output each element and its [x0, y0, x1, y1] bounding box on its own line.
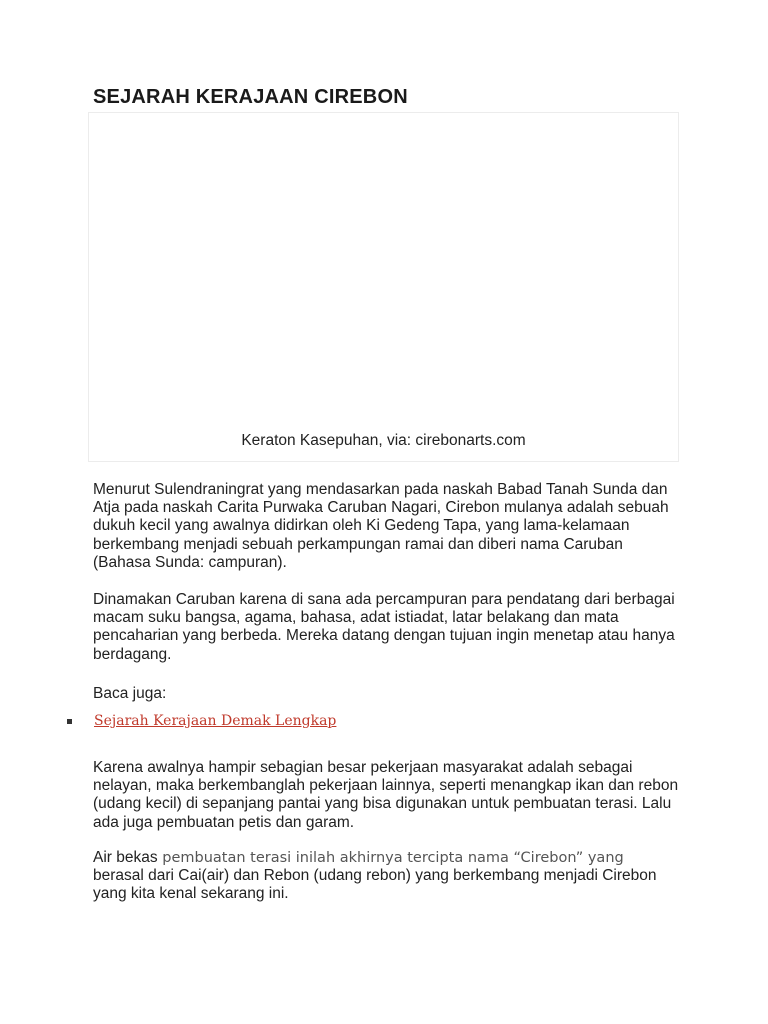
related-link-item — [67, 713, 336, 729]
figure-caption: Keraton Kasepuhan, via: cirebonarts.com — [241, 432, 526, 449]
paragraph-3: Karena awalnya hampir sebagian besar pekerjaan masyarakat adalah sebagai nelayan, maka berkembanglah pekerjaan lainnya, seperti menangkap ikan dan rebon (udang kecil) di sepanjang pantai yang bisa digunakan untuk pembuatan terasi. Lalu ada juga pembuatan petis dan garam. — [93, 759, 679, 831]
page-title: SEJARAH KERAJAAN CIREBON — [93, 86, 408, 108]
paragraph-4-part-2: pembuatan terasi inilah akhirnya tercipta nama “Cirebon” yang — [157, 850, 624, 866]
paragraph-1: Menurut Sulendraningrat yang mendasarkan pada naskah Babad Tanah Sunda dan Atja pada naskah Carita Purwaka Caruban Nagari, Cirebon mulanya adalah sebuah dukuh kecil yang awalnya didirkan oleh Ki Gedeng Tapa, yang lama-kelamaan berkembang menjadi sebuah perkampungan ramai dan diberi nama Caruban (Bahasa Sunda: campuran). — [93, 481, 669, 571]
paragraph-4 — [93, 849, 683, 904]
bullet-icon — [67, 719, 72, 724]
related-link-demak[interactable]: Sejarah Kerajaan Demak Lengkap — [94, 713, 337, 729]
paragraph-4-part-3: berasal dari Cai(air) dan Rebon (udang rebon) yang berkembang menjadi Cirebon yang kita kenal sekarang ini. — [93, 867, 657, 903]
related-links-list — [67, 713, 336, 729]
paragraph-4-part-1: Air bekas — [93, 849, 158, 866]
baca-juga-label: Baca juga: — [93, 685, 167, 702]
article-figure — [88, 112, 679, 462]
figure-image-placeholder — [89, 113, 678, 413]
paragraph-2: Dinamakan Caruban karena di sana ada percampuran para pendatang dari berbagai macam suku bangsa, agama, bahasa, adat istiadat, latar belakang dan mata pencaharian yang berbeda. Mereka datang dengan tujuan ingin menetap atau hanya berdagang. — [93, 591, 675, 663]
